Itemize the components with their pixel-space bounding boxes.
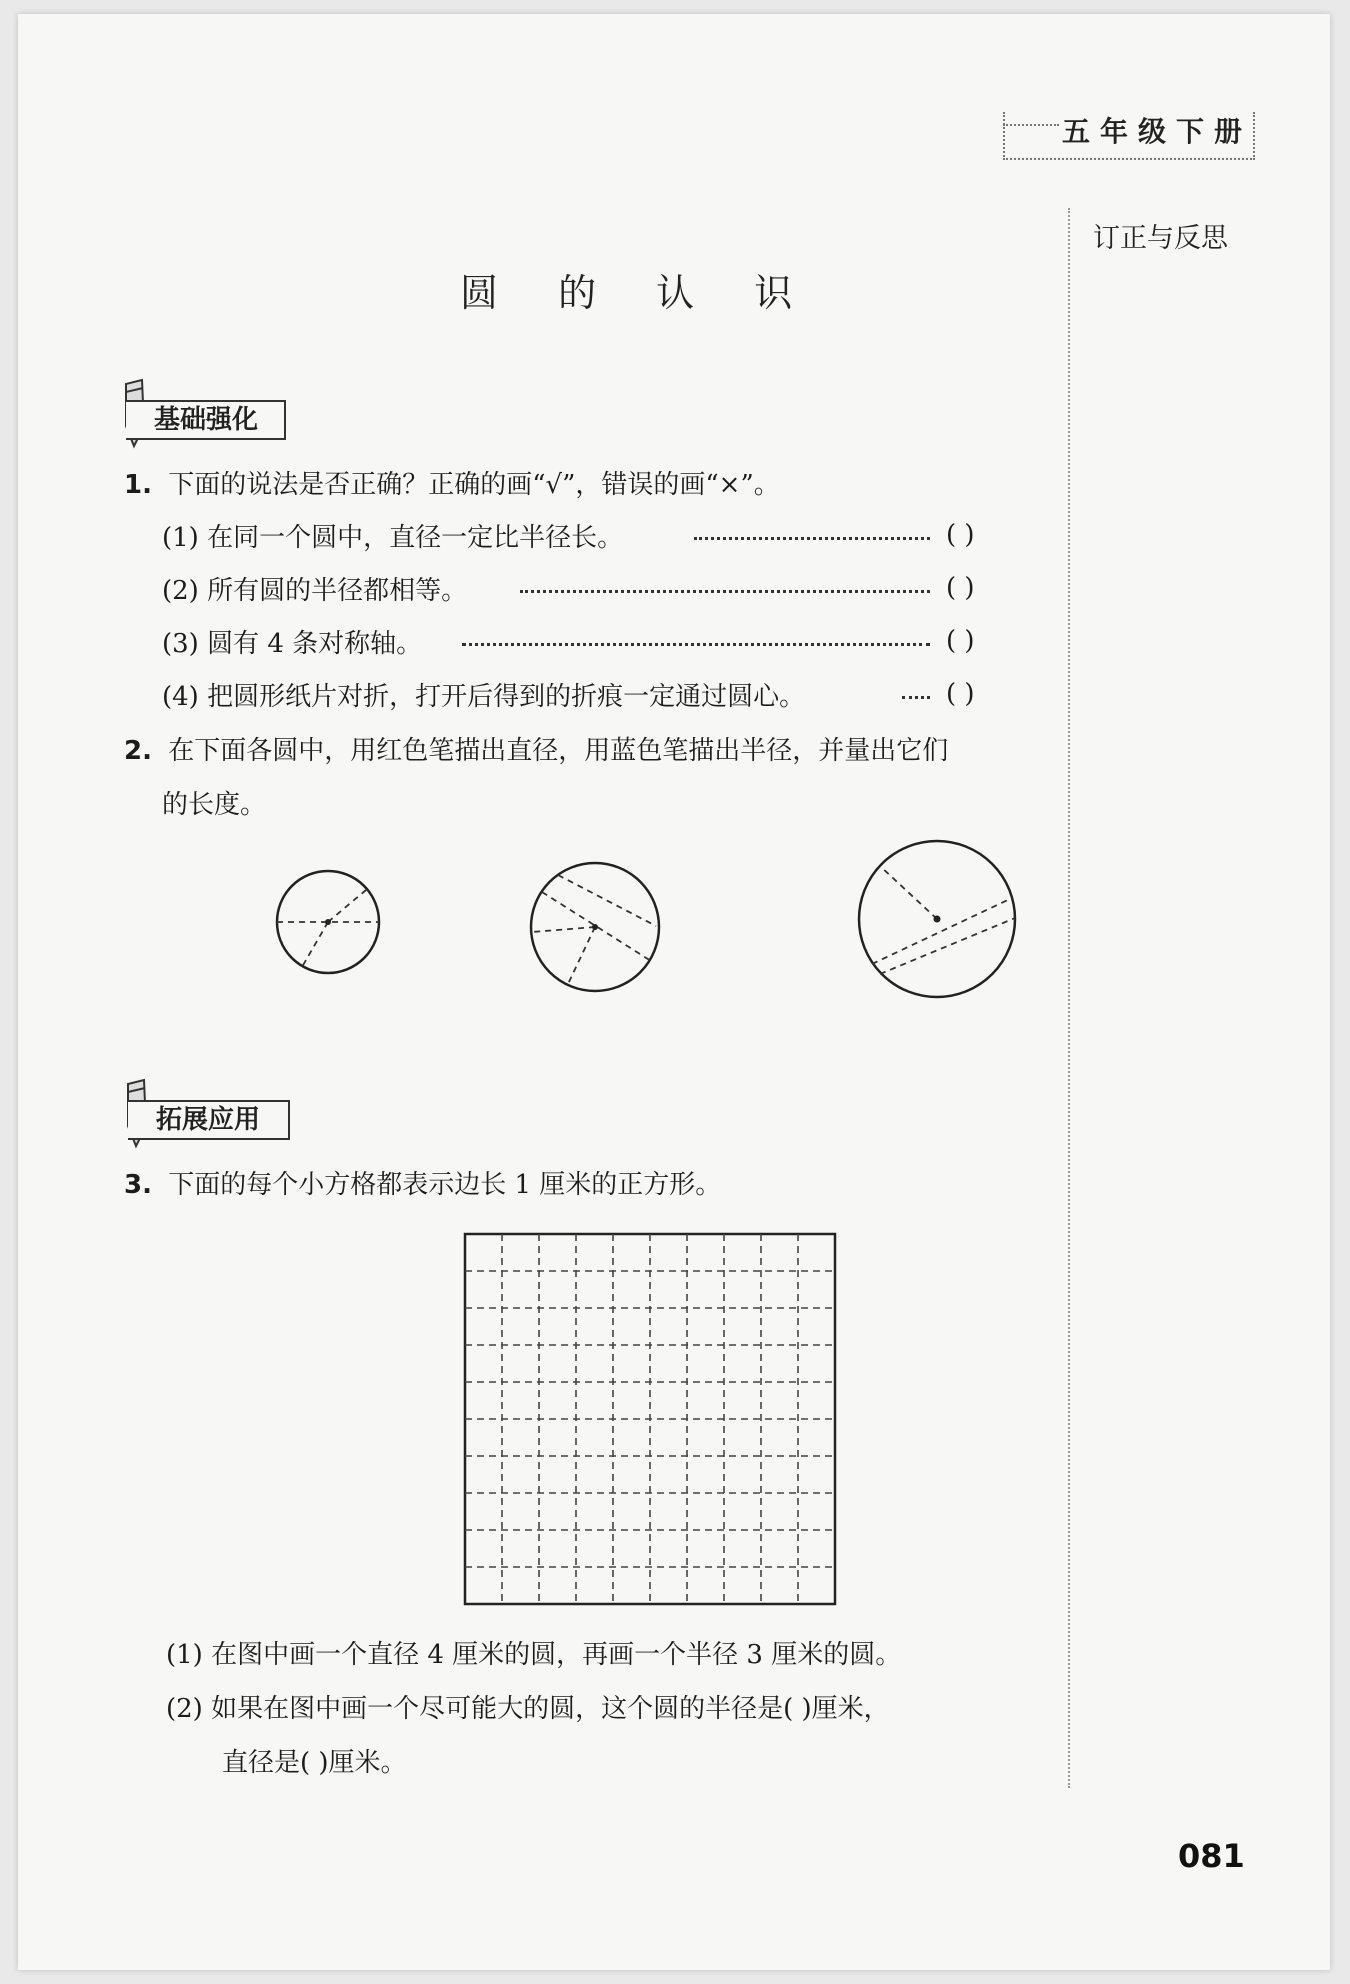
q1-item-1-leader	[694, 537, 930, 540]
q1-item-3-answer[interactable]: ( )	[946, 626, 975, 656]
q3-sub2-line1: (2) 如果在图中画一个尽可能大的圆，这个圆的半径是( )厘米，	[166, 1694, 890, 1724]
q3-stem	[124, 1170, 721, 1200]
q1-item-4-answer[interactable]: ( )	[946, 679, 975, 709]
grade-label: 五年级下册	[1062, 115, 1253, 148]
q1-text: 下面的说法是否正确？正确的画“√”，错误的画“×”。	[168, 470, 780, 500]
q1-item-1-answer[interactable]: ( )	[946, 520, 975, 550]
q2-line1: 在下面各圆中，用红色笔描出直径，用蓝色笔描出半径，并量出它们	[168, 736, 949, 766]
circle-figure-3	[856, 838, 1018, 1000]
square-grid[interactable]	[465, 1234, 835, 1604]
q2-line2: 的长度。	[162, 790, 267, 820]
q3-sub2-line2: 直径是( )厘米。	[222, 1748, 407, 1778]
q2-stem	[124, 736, 948, 766]
q3-text: 下面的每个小方格都表示边长 1 厘米的正方形。	[168, 1170, 722, 1200]
q1-item-3: (3) 圆有 4 条对称轴。	[162, 629, 423, 659]
side-divider	[1068, 208, 1070, 1788]
circle-figure-2	[528, 860, 662, 994]
q1-item-1: (1) 在同一个圆中，直径一定比半径长。	[162, 523, 624, 553]
q1-item-4-leader	[902, 696, 930, 699]
q2-number: 2.	[124, 736, 152, 766]
q1-item-3-leader	[462, 643, 930, 646]
q1-number: 1.	[124, 470, 152, 500]
q1-item-4: (4) 把圆形纸片对折，打开后得到的折痕一定通过圆心。	[162, 682, 806, 712]
q3-number: 3.	[124, 1170, 152, 1200]
page-number: 081	[1178, 1837, 1245, 1875]
grade-dots	[1003, 124, 1059, 126]
q3-sub1: (1) 在图中画一个直径 4 厘米的圆，再画一个半径 3 厘米的圆。	[166, 1640, 902, 1670]
q1-item-2: (2) 所有圆的半径都相等。	[162, 576, 468, 606]
correction-reflection-label: 订正与反思	[1093, 223, 1228, 254]
q1-stem	[124, 470, 780, 500]
section-basic-tag: 基础强化	[126, 400, 286, 440]
section-extend-tag: 拓展应用	[128, 1100, 290, 1140]
circle-figure-1	[274, 868, 382, 976]
q1-item-2-answer[interactable]: ( )	[946, 573, 975, 603]
q1-item-2-leader	[520, 590, 930, 593]
page-title: 圆 的 认 识	[460, 271, 817, 315]
